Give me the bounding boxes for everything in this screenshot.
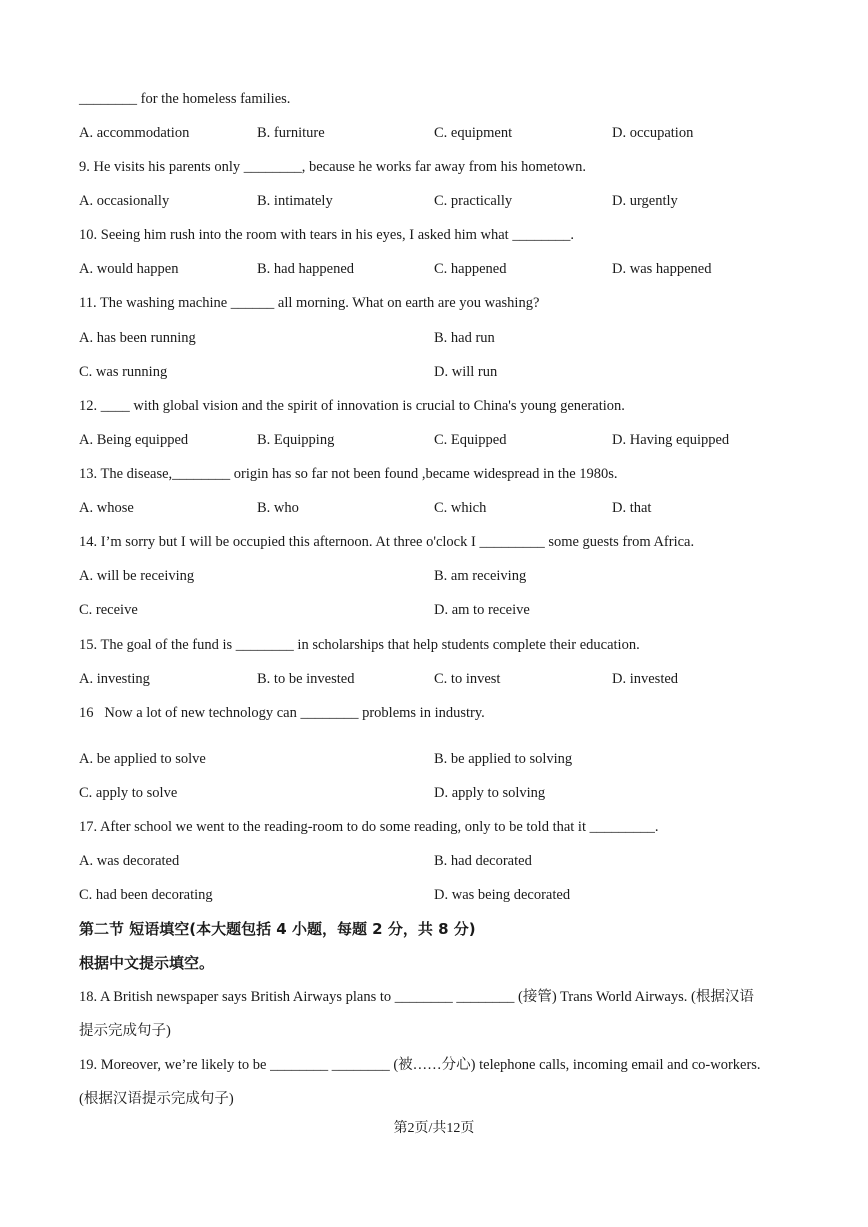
q16-option-d: D. apply to solving <box>434 785 546 801</box>
q17-option-c: C. had been decorating <box>79 887 213 903</box>
q12-stem: 12. ____ with global vision and the spirit of innovation is crucial to China's young generation. <box>79 398 625 414</box>
section-heading: 第二节 短语填空(本大题包括 4 小题，每题 2 分，共 8 分) <box>79 920 476 938</box>
q9-option-c: C. practically <box>434 193 513 209</box>
q9-option-a: A. occasionally <box>79 193 170 209</box>
q10-stem: 10. Seeing him rush into the room with tears in his eyes, I asked him what ________. <box>79 227 574 243</box>
q14-option-a: A. will be receiving <box>79 568 195 584</box>
q13-option-c: C. which <box>434 500 487 516</box>
q15-option-b: B. to be invested <box>257 671 355 687</box>
q16-option-a: A. be applied to solve <box>79 751 206 767</box>
q9-option-d: D. urgently <box>612 193 678 209</box>
q13-stem: 13. The disease,________ origin has so far not been found ,became widespread in the 1980s. <box>79 466 618 482</box>
q14-option-d: D. am to receive <box>434 602 530 618</box>
q8-option-d: D. occupation <box>612 125 694 141</box>
q19-stem-continued: (根据汉语提示完成句子) <box>79 1091 234 1107</box>
q12-option-d: D. Having equipped <box>612 432 730 448</box>
q16-stem: 16 Now a lot of new technology can ________ problems in industry. <box>79 705 485 721</box>
q12-option-a: A. Being equipped <box>79 432 189 448</box>
q8-option-c: C. equipment <box>434 125 513 141</box>
q11-option-b: B. had run <box>434 330 495 346</box>
q12-option-b: B. Equipping <box>257 432 335 448</box>
q15-option-a: A. investing <box>79 671 150 687</box>
q17-stem: 17. After school we went to the reading-room to do some reading, only to be told that it _________. <box>79 819 659 835</box>
q14-stem: 14. I’m sorry but I will be occupied this afternoon. At three o'clock I _________ some guests from Africa. <box>79 534 695 550</box>
q10-option-a: A. would happen <box>79 261 179 277</box>
q15-stem: 15. The goal of the fund is ________ in scholarships that help students complete their education. <box>79 637 640 653</box>
q11-option-c: C. was running <box>79 364 168 380</box>
q10-option-b: B. had happened <box>257 261 355 277</box>
q10-option-d: D. was happened <box>612 261 712 277</box>
q13-option-b: B. who <box>257 500 299 516</box>
q13-option-d: D. that <box>612 500 652 516</box>
section-instruction: 根据中文提示填空。 <box>79 954 215 972</box>
page-number: 第2页/共12页 <box>393 1121 475 1136</box>
q10-option-c: C. happened <box>434 261 507 277</box>
q11-option-d: D. will run <box>434 364 498 380</box>
q17-option-b: B. had decorated <box>434 853 532 869</box>
q15-option-c: C. to invest <box>434 671 501 687</box>
q15-option-d: D. invested <box>612 671 679 687</box>
q18-stem: 18. A British newspaper says British Airways plans to ________ ________ (接管) Trans World Airways. (根据汉语 <box>79 989 754 1005</box>
q14-option-b: B. am receiving <box>434 568 527 584</box>
q16-option-b: B. be applied to solving <box>434 751 573 767</box>
q18-stem-continued: 提示完成句子) <box>79 1023 171 1039</box>
q9-stem: 9. He visits his parents only ________, because he works far away from his hometown. <box>79 159 586 175</box>
q19-stem: 19. Moreover, we’re likely to be ________ ________ (被……分心) telephone calls, incoming email and co-workers. <box>79 1057 761 1073</box>
q16-option-c: C. apply to solve <box>79 785 178 801</box>
q13-option-a: A. whose <box>79 500 134 516</box>
q9-option-b: B. intimately <box>257 193 333 209</box>
q11-option-a: A. has been running <box>79 330 196 346</box>
q17-option-a: A. was decorated <box>79 853 180 869</box>
q8-option-b: B. furniture <box>257 125 325 141</box>
q11-stem: 11. The washing machine ______ all morning. What on earth are you washing? <box>79 295 540 311</box>
q14-option-c: C. receive <box>79 602 138 618</box>
q12-option-c: C. Equipped <box>434 432 507 448</box>
q8-stem: ________ for the homeless families. <box>79 91 291 107</box>
q8-option-a: A. accommodation <box>79 125 190 141</box>
q17-option-d: D. was being decorated <box>434 887 571 903</box>
